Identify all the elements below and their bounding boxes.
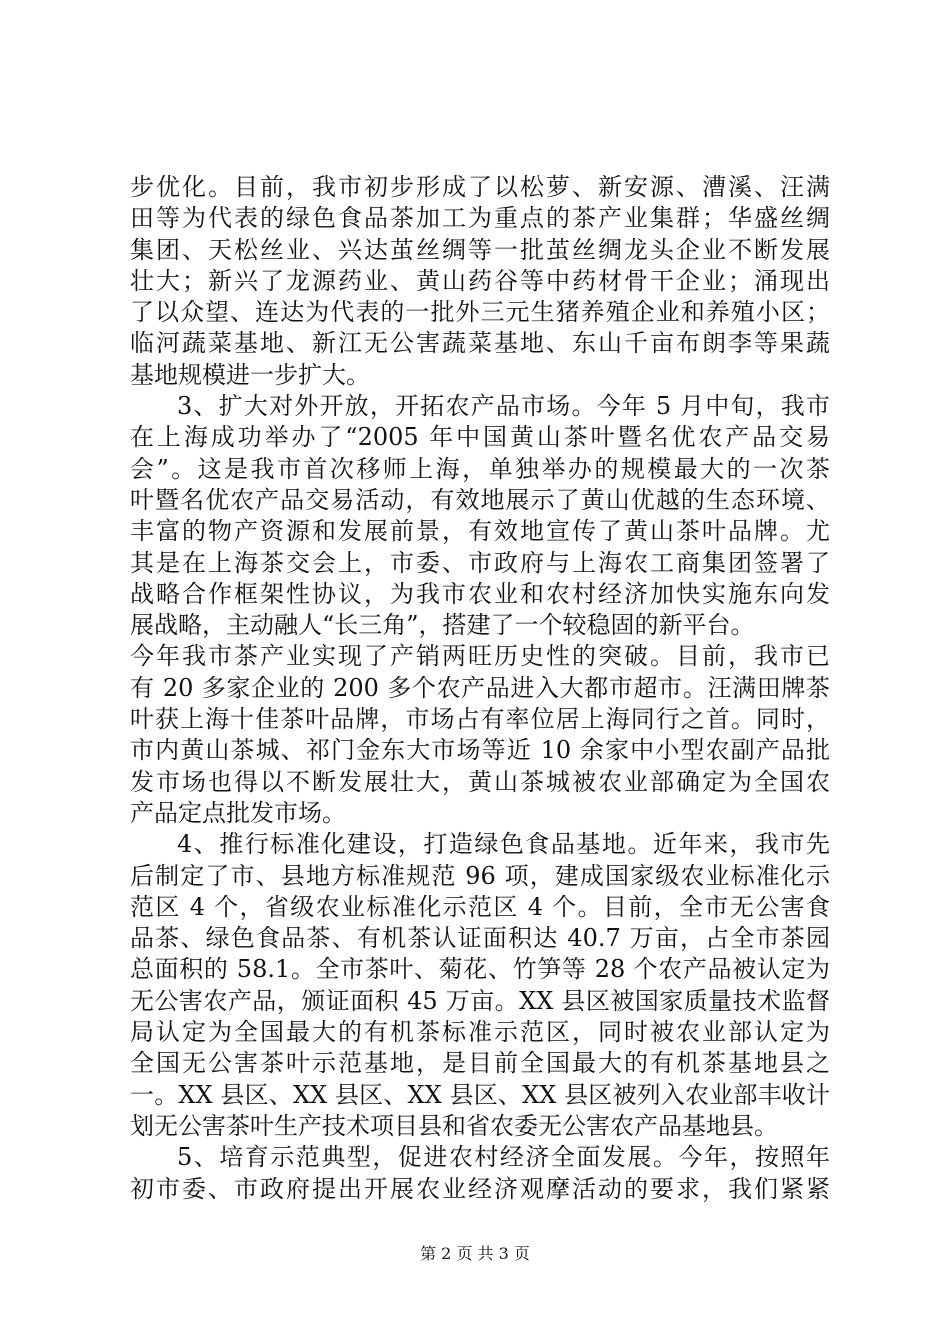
text-line: 会”。这是我市首次移师上海，单独举办的规模最大的一次茶 [130,454,830,483]
text-line: 在上海成功举办了“2005 年中国黄山茶叶暨名优农产品交易 [130,423,830,452]
text-line: 发市场也得以不断发展壮大，黄山茶城被农业部确定为全国农 [130,767,830,796]
text-line: 壮大；新兴了龙源药业、黄山药谷等中药材骨干企业；涌现出 [130,266,830,295]
text-line: 一。XX 县区、XX 县区、XX 县区、XX 县区被列入农业部丰收计 [130,1080,830,1109]
text-line: 有 20 多家企业的 200 多个农产品进入大都市超市。汪满田牌茶 [130,673,830,702]
text-line: 基地规模进一步扩大。 [130,360,370,389]
text-line: 划无公害茶叶生产技术项目县和省农委无公害农产品基地县。 [130,1111,778,1140]
text-line: 丰富的物产资源和发展前景，有效地宣传了黄山茶叶品牌。尤 [130,517,830,546]
paragraph-start-line: 5、培育示范典型，促进农村经济全面发展。今年，按照年 [177,1143,830,1172]
text-line: 总面积的 58.1。全市茶叶、菊花、竹笋等 28 个农产品被认定为 [130,955,830,984]
text-line: 局认定为全国最大的有机茶标准示范区，同时被农业部认定为 [130,1018,830,1047]
text-line: 今年我市茶产业实现了产销两旺历史性的突破。目前，我市已 [130,642,830,671]
text-line: 范区 4 个，省级农业标准化示范区 4 个。目前，全市无公害食 [130,892,830,921]
text-line: 品茶、绿色食品茶、有机茶认证面积达 40.7 万亩，占全市茶园 [130,924,830,953]
text-line: 临河蔬菜基地、新江无公害蔬菜基地、东山千亩布朗李等果蔬 [130,329,830,358]
text-line: 了以众望、连达为代表的一批外三元生猪养殖企业和养殖小区； [130,298,830,327]
text-line: 后制定了市、县地方标准规范 96 项，建成国家级农业标准化示 [130,861,830,890]
document-body [130,172,830,1205]
text-line: 其是在上海茶交会上，市委、市政府与上海农工商集团签署了 [130,548,830,577]
text-line: 无公害农产品，颁证面积 45 万亩。XX 县区被国家质量技术监督 [130,986,830,1015]
text-line: 战略合作框架性协议，为我市农业和农村经济加快实施东向发 [130,579,830,608]
text-line: 初市委、市政府提出开展农业经济观摩活动的要求，我们紧紧 [130,1174,830,1203]
text-line: 叶暨名优农产品交易活动，有效地展示了黄山优越的生态环境、 [130,485,830,514]
text-line: 田等为代表的绿色食品茶加工为重点的茶产业集群；华盛丝绸 [130,204,830,233]
text-line: 全国无公害茶叶示范基地，是目前全国最大的有机茶基地县之 [130,1049,830,1078]
paragraph-start-line: 3、扩大对外开放，开拓农产品市场。今年 5 月中旬，我市 [177,392,830,421]
paragraph-start-line: 4、推行标准化建设，打造绿色食品基地。近年来，我市先 [177,830,830,859]
text-line: 集团、天松丝业、兴达茧丝绸等一批茧丝绸龙头企业不断发展 [130,235,830,264]
text-line: 产品定点批发市场。 [130,798,346,827]
text-line: 市内黄山茶城、祁门金东大市场等近 10 余家中小型农副产品批 [130,736,830,765]
text-line: 展战略，主动融人“长三角”，搭建了一个较稳固的新平台。 [130,611,755,640]
page-number-footer: 第 2 页 共 3 页 [420,1244,530,1263]
text-line: 步优化。目前，我市初步形成了以松萝、新安源、漕溪、汪满 [130,173,830,201]
text-line: 叶获上海十佳茶叶品牌，市场占有率位居上海同行之首。同时， [130,705,830,734]
